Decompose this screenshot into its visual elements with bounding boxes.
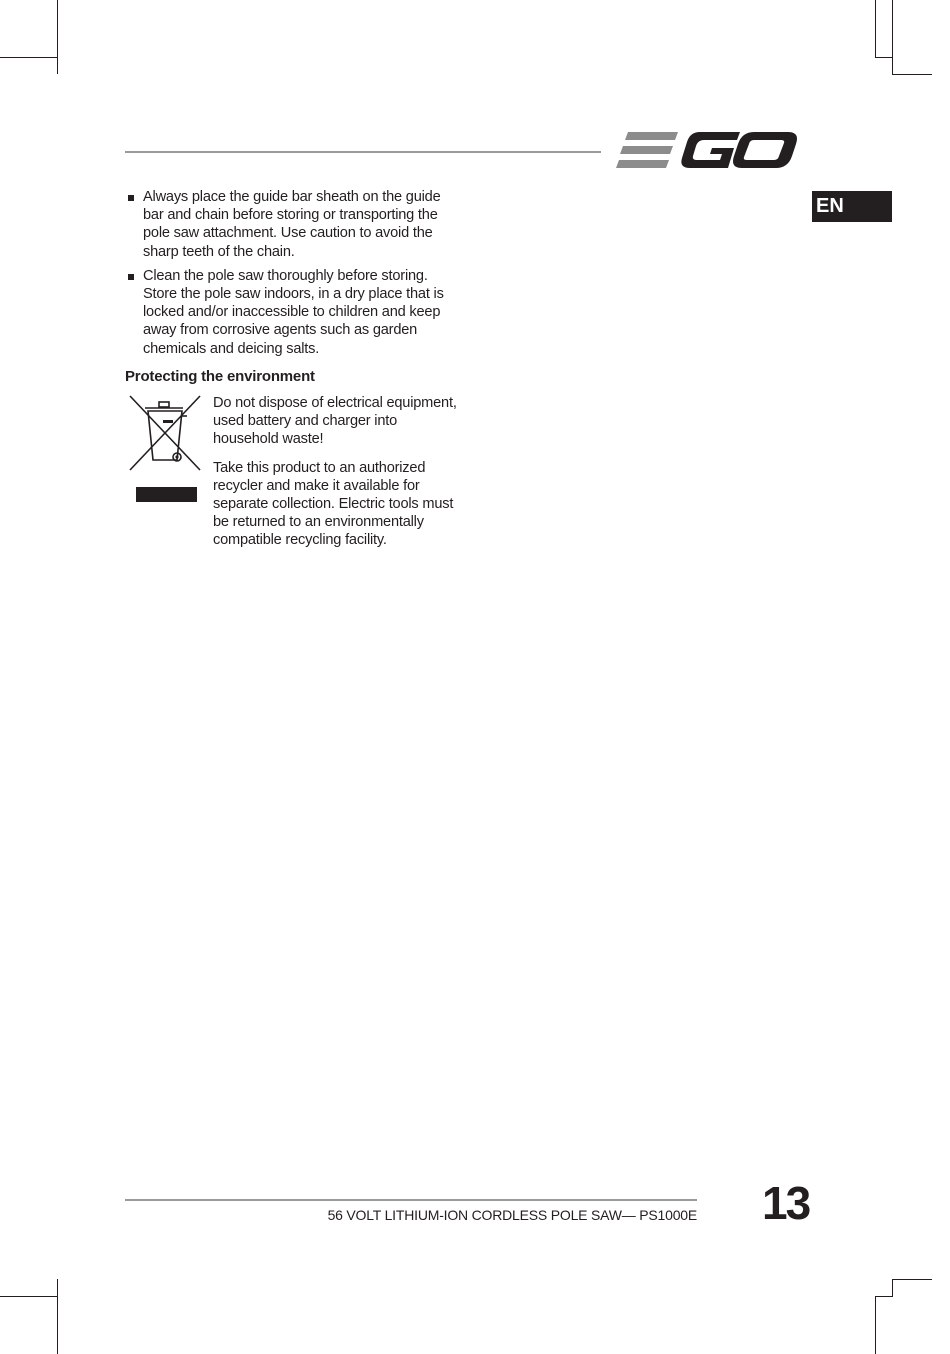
environment-text bbox=[213, 394, 457, 560]
header-rule bbox=[125, 151, 601, 153]
section-heading: Protecting the environment bbox=[125, 367, 315, 385]
footer-rule bbox=[125, 1199, 697, 1201]
ego-logo bbox=[616, 128, 800, 172]
bullet-text: Always place the guide bar sheath on the guide bar and chain before storing or transporting the pole saw attachment. Use caution to avoid the sharp teeth of the chain. bbox=[143, 189, 441, 260]
paragraph: Do not dispose of electrical equipment, used battery and charger into household waste! bbox=[213, 395, 457, 448]
language-label: EN bbox=[816, 195, 844, 217]
crossed-out-wheelie-bin-icon bbox=[125, 394, 205, 506]
list-item bbox=[125, 267, 457, 358]
page-number: 13 bbox=[762, 1177, 810, 1229]
bullet-square-icon bbox=[128, 195, 134, 201]
storage-bullet-list bbox=[125, 188, 457, 358]
environment-section bbox=[125, 394, 457, 560]
main-content bbox=[125, 188, 457, 560]
bullet-text: Clean the pole saw thoroughly before storing. Store the pole saw indoors, in a dry place that is locked and/or inaccessible to children and keep away from corrosive agents such as garden chemicals and deicing salts. bbox=[143, 267, 444, 357]
bullet-square-icon bbox=[128, 274, 134, 280]
weee-symbol bbox=[125, 394, 213, 560]
footer-product-title: 56 VOLT LITHIUM-ION CORDLESS POLE SAW— PS1000E bbox=[327, 1207, 697, 1223]
list-item bbox=[125, 188, 457, 261]
paragraph: Take this product to an authorized recycler and make it available for separate collection. Electric tools must be returned to an environmentally compatible recycling facility. bbox=[213, 459, 454, 549]
language-tab bbox=[812, 191, 892, 222]
